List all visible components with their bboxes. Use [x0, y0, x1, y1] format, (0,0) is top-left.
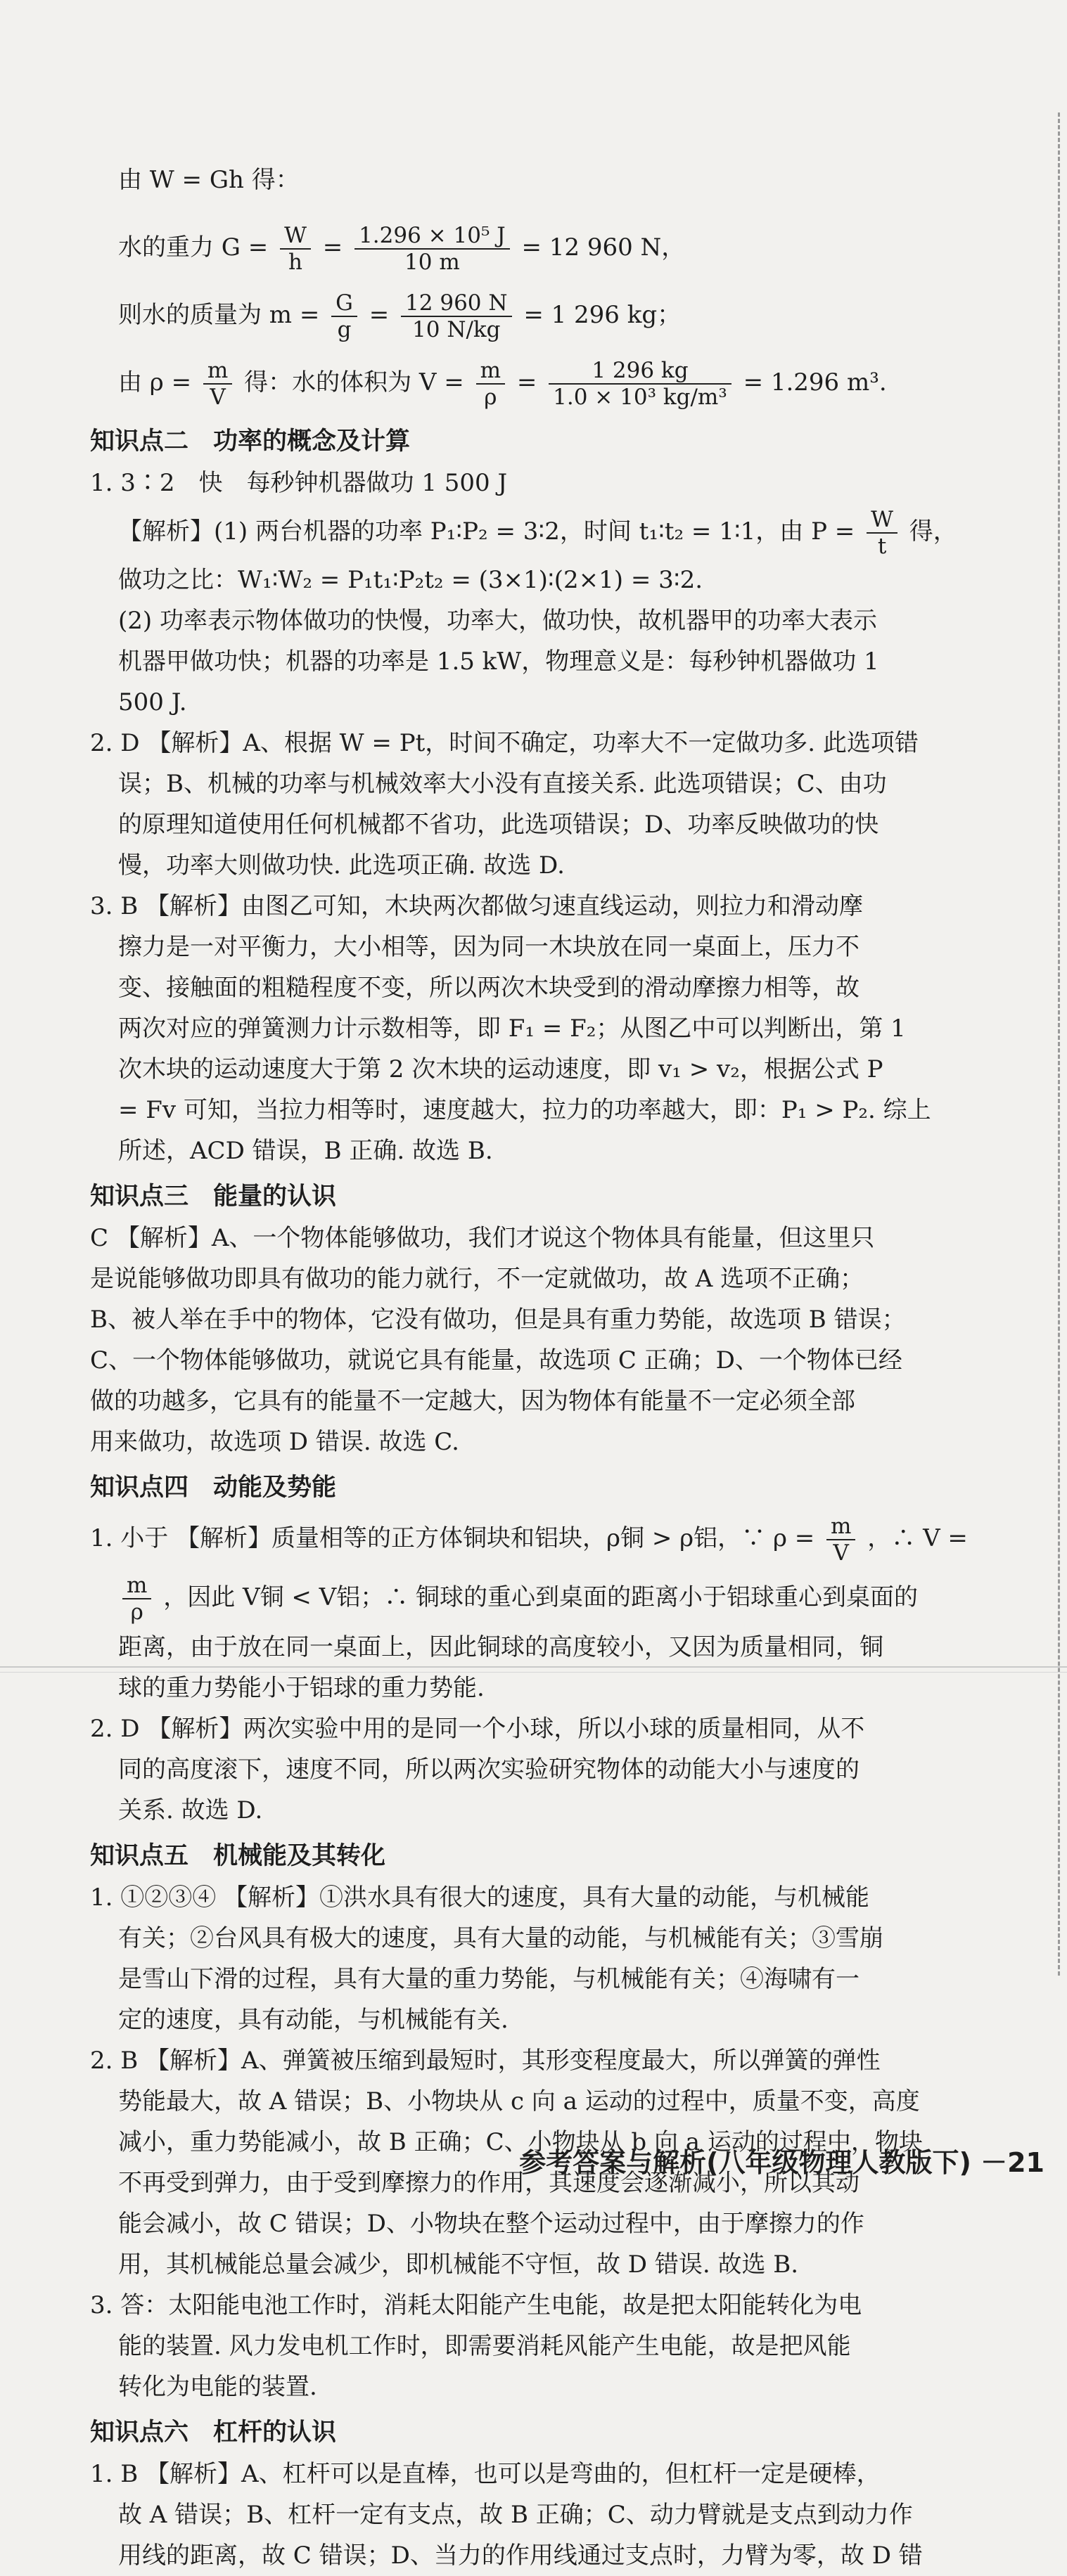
answer-line: 能的装置. 风力发电机工作时，即需要消耗风能产生电能，故是把风能 [118, 2332, 851, 2360]
formula-text: = 12 960 N， [521, 233, 686, 262]
answer-line: 不再受到弹力，由于受到摩擦力的作用，其速度会逐渐减小，所以其动 [118, 2169, 860, 2197]
denominator: V [833, 1540, 849, 1566]
answer-line: C、一个物体能够做功，就说它具有能量，故选项 C 正确；D、一个物体已经 [90, 1346, 902, 1374]
answer-line: 定的速度，具有动能，与机械能有关. [118, 2006, 509, 2034]
answer-line: 1. B 【解析】A、杠杆可以是直棒，也可以是弯曲的，但杠杆一定是硬棒， [90, 2460, 881, 2488]
numerator: 1.296 × 10⁵ J [354, 223, 510, 250]
answer-text: 【解析】(1) 两台机器的功率 P₁∶P₂ = 3∶2，时间 t₁∶t₂ = 1∶1，由 P = [118, 517, 855, 546]
fraction [867, 507, 897, 559]
formula-text: 由 ρ = [118, 368, 192, 397]
answer-line: 减小，重力势能减小，故 B 正确；C、小物块从 b 向 a 运动的过程中，物块 [118, 2128, 923, 2156]
answer-line: 做功之比：W₁∶W₂ = P₁t₁∶P₂t₂ = (3×1)∶(2×1) = 3∶2. [118, 566, 703, 594]
section-heading: 知识点五 机械能及其转化 [90, 1842, 386, 1870]
numerator: W [867, 507, 897, 534]
answer-text: 1. 小于 【解析】质量相等的正方体铜块和铝块，ρ铜 > ρ铝，∵ ρ = [90, 1524, 815, 1552]
denominator: V [210, 385, 226, 410]
formula-line [90, 281, 1026, 349]
answer-content [90, 146, 1026, 2576]
denominator: ρ [484, 385, 497, 410]
answer-line: 转化为电能的装置. [118, 2373, 317, 2401]
numerator: m [476, 358, 505, 385]
answer-line [90, 503, 1026, 560]
answer-line: 2. D 【解析】两次实验中用的是同一个小球，所以小球的质量相同，从不 [90, 1715, 865, 1743]
answer-line: 球的重力势能小于铝球的重力势能. [118, 1674, 485, 1702]
formula-line [90, 349, 1026, 416]
formula-text: 由 W = Gh 得： [118, 166, 300, 194]
numerator: 1 296 kg [549, 358, 731, 385]
denominator: 10 N/kg [412, 317, 501, 342]
denominator: 1.0 × 10³ kg/m³ [553, 385, 727, 410]
formula-text: = [369, 301, 390, 329]
page-footer: 参考答案与解析(八年级物理人教版下) －21 [519, 2147, 1044, 2178]
answer-line: 变、接触面的粗糙程度不变，所以两次木块受到的滑动摩擦力相等，故 [118, 974, 860, 1002]
fraction [122, 1573, 151, 1625]
answer-line: 机器甲做功快；机器的功率是 1.5 kW，物理意义是：每秒钟机器做功 1 [118, 648, 879, 676]
answer-line: 擦力是一对平衡力，大小相等，因为同一木块放在同一桌面上，压力不 [118, 933, 860, 961]
answer-line: 同的高度滚下，速度不同，所以两次实验研究物体的动能大小与速度的 [118, 1756, 860, 1784]
answer-text: 得， [909, 517, 957, 546]
fraction [549, 358, 731, 410]
denominator: 10 m [404, 250, 460, 275]
answer-line: 能会减小，故 C 错误；D、小物块在整个运动过程中，由于摩擦力的作 [118, 2210, 864, 2238]
answer-text: ，∴ V = [867, 1524, 968, 1552]
formula-text: = [322, 233, 343, 262]
numerator: 12 960 N [401, 290, 511, 317]
formula-line [90, 214, 1026, 281]
denominator: h [288, 250, 302, 275]
denominator: g [337, 317, 352, 342]
formula-text: 水的重力 G = [118, 233, 269, 262]
answer-line [90, 1509, 1026, 1568]
answer-line: 做的功越多，它具有的能量不一定越大，因为物体有能量不一定必须全部 [90, 1387, 855, 1415]
formula-text: = 1.296 m³. [743, 368, 887, 397]
formula-text: = 1 296 kg； [523, 301, 682, 329]
answer-line: 500 J. [118, 688, 187, 716]
numerator: m [826, 1514, 855, 1540]
answer-line: 两次对应的弹簧测力计示数相等，即 F₁ = F₂；从图乙中可以判断出，第 1 [118, 1015, 906, 1043]
numerator: G [331, 290, 357, 317]
fraction [331, 290, 357, 342]
answer-line [90, 1568, 1026, 1627]
answer-line: C 【解析】A、一个物体能够做功，我们才说这个物体具有能量，但这里只 [90, 1224, 875, 1252]
answer-line: 有关；②台风具有极大的速度，具有大量的动能，与机械能有关；③雪崩 [118, 1924, 883, 1952]
section-heading: 知识点六 杠杆的认识 [90, 2419, 337, 2447]
fraction [401, 290, 511, 342]
numerator: m [203, 358, 232, 385]
formula-line [90, 146, 1026, 214]
denominator: ρ [130, 1599, 143, 1625]
numerator: W [280, 223, 311, 250]
section-heading: 知识点三 能量的认识 [90, 1183, 337, 1211]
answer-line: 是雪山下滑的过程，具有大量的重力势能，与机械能有关；④海啸有一 [118, 1965, 860, 1993]
answer-line: (2) 功率表示物体做功的快慢，功率大，做功快，故机器甲的功率大表示 [118, 607, 877, 635]
section-heading: 知识点二 功率的概念及计算 [90, 427, 411, 456]
answer-line: 势能最大，故 A 错误；B、小物块从 c 向 a 运动的过程中，质量不变，高度 [118, 2087, 920, 2115]
answer-line: 用，其机械能总量会减少，即机械能不守恒，故 D 错误. 故选 B. [118, 2250, 799, 2279]
fraction [203, 358, 232, 410]
fraction [826, 1514, 855, 1566]
numerator: m [122, 1573, 151, 1599]
formula-text: 则水的质量为 m = [118, 301, 320, 329]
answer-line: 距离，由于放在同一桌面上，因此铜球的高度较小，又因为质量相同，铜 [118, 1633, 883, 1661]
fraction [280, 223, 311, 275]
answer-line: 3. 答：太阳能电池工作时，消耗太阳能产生电能，故是把太阳能转化为电 [90, 2291, 862, 2319]
answer-line: 慢，功率大则做功快. 此选项正确. 故选 D. [118, 851, 565, 880]
formula-text: 得：水的体积为 V = [244, 368, 464, 397]
answer-line: 用线的距离，故 C 错误；D、当力的作用线通过支点时，力臂为零，故 D 错 [118, 2542, 923, 2570]
fraction [476, 358, 505, 410]
formula-text: = [516, 368, 537, 397]
section-heading: 知识点四 动能及势能 [90, 1474, 337, 1502]
answer-line: 1. ①②③④ 【解析】①洪水具有很大的速度，具有大量的动能，与机械能 [90, 1883, 870, 1912]
fraction [354, 223, 510, 275]
answer-line: 2. D 【解析】A、根据 W = Pt，时间不确定，功率大不一定做功多. 此选项错 [90, 729, 919, 757]
answer-text: ，因此 V铜 < V铝；∴ 铜球的重心到桌面的距离小于铝球重心到桌面的 [163, 1583, 919, 1611]
answer-line: 2. B 【解析】A、弹簧被压缩到最短时，其形变程度最大，所以弹簧的弹性 [90, 2047, 881, 2075]
answer-line: 误；B、机械的功率与机械效率大小没有直接关系. 此选项错误；C、由功 [118, 770, 887, 798]
answer-line: 故 A 错误；B、杠杆一定有支点，故 B 正确；C、动力臂就是支点到动力作 [118, 2501, 913, 2529]
answer-line: 是说能够做功即具有做功的能力就行，不一定就做功，故 A 选项不正确； [90, 1265, 864, 1293]
denominator: t [877, 534, 887, 559]
answer-line: = Fv 可知，当拉力相等时，速度越大，拉力的功率越大，即：P₁ > P₂. 综上 [118, 1096, 931, 1124]
answer-line: 关系. 故选 D. [118, 1796, 263, 1824]
perforation-edge [1048, 112, 1060, 1976]
answer-line: 次木块的运动速度大于第 2 次木块的运动速度，即 v₁ > v₂，根据公式 P [118, 1055, 883, 1083]
answer-line: 1. 3∶2 快 每秒钟机器做功 1 500 J [90, 469, 508, 497]
answer-line: 的原理知道使用任何机械都不省功，此选项错误；D、功率反映做功的快 [118, 811, 879, 839]
answer-line: 用来做功，故选项 D 错误. 故选 C. [90, 1428, 459, 1456]
answer-line: B、被人举在手中的物体，它没有做功，但是具有重力势能，故选项 B 错误； [90, 1306, 906, 1334]
answer-line: 所述，ACD 错误，B 正确. 故选 B. [118, 1137, 493, 1165]
answer-line: 3. B 【解析】由图乙可知，木块两次都做匀速直线运动，则拉力和滑动摩 [90, 892, 864, 920]
